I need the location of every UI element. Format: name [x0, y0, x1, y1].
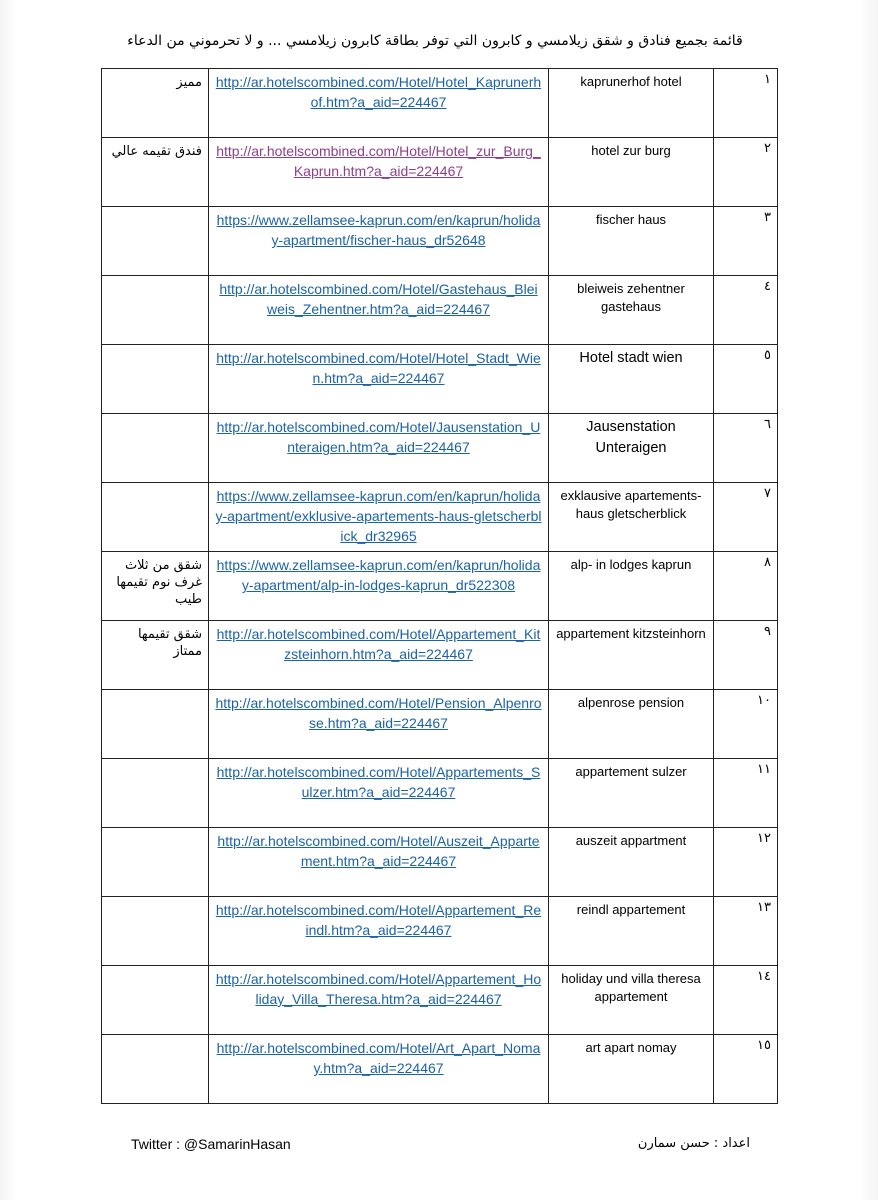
table-row [102, 897, 778, 966]
hotel-link[interactable]: http://ar.hotelscombined.com/Hotel/Hotel_Kaprunerhof.htm?a_aid=224467 [215, 74, 542, 110]
hotel-link-cell [209, 690, 549, 759]
table-row [102, 966, 778, 1035]
hotel-name: hotel zur burg [549, 138, 714, 207]
hotel-name: reindl appartement [549, 897, 714, 966]
hotel-name: auszeit appartment [549, 828, 714, 897]
hotel-link[interactable]: http://ar.hotelscombined.com/Hotel/Hotel_zur_Burg_Kaprun.htm?a_aid=224467 [216, 143, 541, 179]
row-number: ١ [714, 69, 778, 138]
hotel-link-cell [209, 69, 549, 138]
hotel-link-cell [209, 207, 549, 276]
table-row [102, 552, 778, 621]
hotel-link[interactable]: https://www.zellamsee-kaprun.com/en/kaprun/holiday-apartment/alp-in-lodges-kaprun_dr522308 [216, 557, 541, 593]
hotel-note [102, 414, 209, 483]
hotel-name: kaprunerhof hotel [549, 69, 714, 138]
hotel-link[interactable]: http://ar.hotelscombined.com/Hotel/Appartements_Sulzer.htm?a_aid=224467 [216, 764, 541, 800]
row-number: ٣ [714, 207, 778, 276]
hotel-name: Hotel stadt wien [549, 345, 714, 414]
hotel-name: bleiweis zehentner gastehaus [549, 276, 714, 345]
row-number: ١٤ [714, 966, 778, 1035]
row-number: ١٠ [714, 690, 778, 759]
hotel-link[interactable]: http://ar.hotelscombined.com/Hotel/Appartement_Reindl.htm?a_aid=224467 [215, 902, 542, 938]
hotel-note [102, 828, 209, 897]
hotel-link[interactable]: http://ar.hotelscombined.com/Hotel/Art_Apart_Nomay.htm?a_aid=224467 [216, 1040, 541, 1076]
hotel-link[interactable]: http://ar.hotelscombined.com/Hotel/Auszeit_Appartement.htm?a_aid=224467 [217, 833, 540, 869]
hotel-link-cell [209, 552, 549, 621]
hotel-link[interactable]: https://www.zellamsee-kaprun.com/en/kaprun/holiday-apartment/exklusive-apartements-haus-gletscherblick_dr32965 [215, 488, 542, 544]
row-number: ١١ [714, 759, 778, 828]
hotel-link[interactable]: http://ar.hotelscombined.com/Hotel/Appartement_Kitzsteinhorn.htm?a_aid=224467 [216, 626, 541, 662]
table-row [102, 138, 778, 207]
hotel-link-cell [209, 828, 549, 897]
hotel-link[interactable]: https://www.zellamsee-kaprun.com/en/kaprun/holiday-apartment/fischer-haus_dr52648 [216, 212, 541, 248]
hotel-link-cell [209, 966, 549, 1035]
hotel-note: فندق تقيمه عالي [102, 138, 209, 207]
table-row [102, 207, 778, 276]
table-row [102, 276, 778, 345]
hotel-link-cell [209, 897, 549, 966]
hotel-name: appartement sulzer [549, 759, 714, 828]
hotel-name: holiday und villa theresa appartement [549, 966, 714, 1035]
row-number: ٥ [714, 345, 778, 414]
hotel-link-cell [209, 759, 549, 828]
row-number: ٤ [714, 276, 778, 345]
hotel-link[interactable]: http://ar.hotelscombined.com/Hotel/Jausenstation_Unteraigen.htm?a_aid=224467 [216, 419, 541, 455]
table-row [102, 621, 778, 690]
table-row [102, 828, 778, 897]
hotel-note [102, 207, 209, 276]
hotel-note [102, 759, 209, 828]
hotel-name: exklausive apartements-haus gletscherblick [549, 483, 714, 552]
hotel-name: Jausenstation Unteraigen [549, 414, 714, 483]
hotel-link[interactable]: http://ar.hotelscombined.com/Hotel/Hotel_Stadt_Wien.htm?a_aid=224467 [216, 350, 541, 386]
hotel-link[interactable]: http://ar.hotelscombined.com/Hotel/Gastehaus_Bleiweis_Zehentner.htm?a_aid=224467 [219, 281, 538, 317]
hotel-note: شقق تقيمها ممتاز [102, 621, 209, 690]
hotel-link-cell [209, 1035, 549, 1104]
hotel-name: fischer haus [549, 207, 714, 276]
author-credit: اعداد : حسن سمارن [637, 1136, 750, 1151]
hotel-note [102, 276, 209, 345]
hotel-link-cell [209, 345, 549, 414]
row-number: ٧ [714, 483, 778, 552]
row-number: ٢ [714, 138, 778, 207]
hotel-note [102, 966, 209, 1035]
hotel-note: مميز [102, 69, 209, 138]
twitter-handle: Twitter : @SamarinHasan [131, 1136, 291, 1152]
hotel-link-cell [209, 414, 549, 483]
row-number: ١٣ [714, 897, 778, 966]
hotel-note [102, 345, 209, 414]
hotel-note [102, 1035, 209, 1104]
row-number: ١٥ [714, 1035, 778, 1104]
page-title: قائمة بجميع فنادق و شقق زيلامسي و كابرون التي توفر بطاقة كابرون زيلامسي ... و لا تحرموني من الدعاء [127, 33, 743, 49]
hotel-link[interactable]: http://ar.hotelscombined.com/Hotel/Appartement_Holiday_Villa_Theresa.htm?a_aid=224467 [215, 971, 542, 1007]
row-number: ٦ [714, 414, 778, 483]
hotel-link-cell [209, 138, 549, 207]
row-number: ٩ [714, 621, 778, 690]
hotel-note [102, 690, 209, 759]
hotel-note: شقق من ثلاث غرف نوم تقيمها طيب [102, 552, 209, 621]
hotel-name: appartement kitzsteinhorn [549, 621, 714, 690]
table-row [102, 69, 778, 138]
hotel-link[interactable]: http://ar.hotelscombined.com/Hotel/Pension_Alpenrose.htm?a_aid=224467 [215, 695, 542, 731]
row-number: ٨ [714, 552, 778, 621]
hotel-link-cell [209, 276, 549, 345]
hotel-note [102, 483, 209, 552]
table-row [102, 345, 778, 414]
row-number: ١٢ [714, 828, 778, 897]
table-row [102, 759, 778, 828]
table-row [102, 483, 778, 552]
hotel-name: alp- in lodges kaprun [549, 552, 714, 621]
hotels-table [101, 68, 778, 1104]
hotel-name: art apart nomay [549, 1035, 714, 1104]
table-row [102, 690, 778, 759]
hotel-link-cell [209, 621, 549, 690]
hotel-note [102, 897, 209, 966]
table-row [102, 414, 778, 483]
hotel-link-cell [209, 483, 549, 552]
hotel-name: alpenrose pension [549, 690, 714, 759]
table-row [102, 1035, 778, 1104]
